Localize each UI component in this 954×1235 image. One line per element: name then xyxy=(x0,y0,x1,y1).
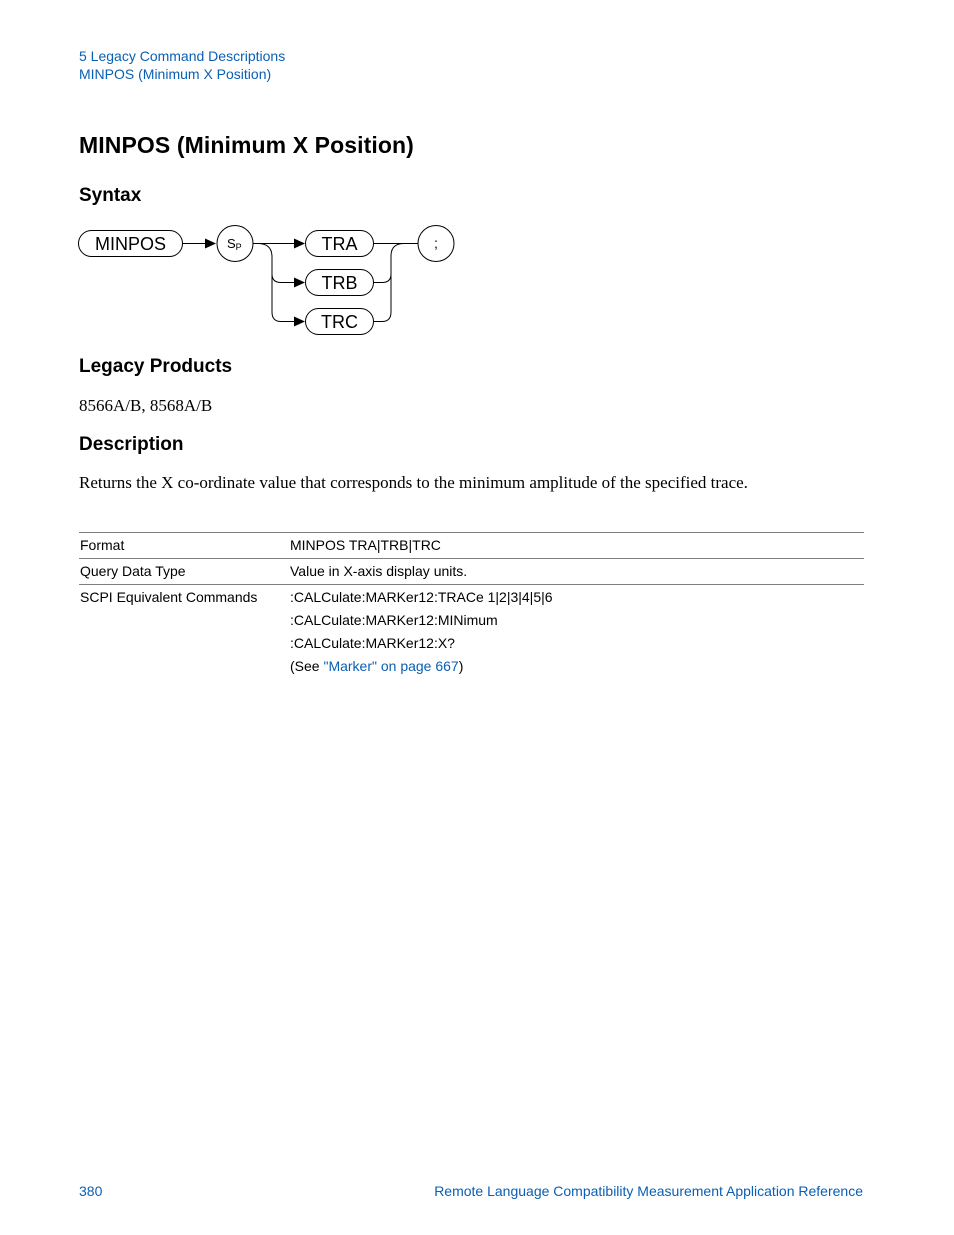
option-label-trb: TRB xyxy=(321,273,358,293)
terminator-label: ; xyxy=(434,235,438,251)
table-value xyxy=(289,585,864,687)
option-label-trc: TRC xyxy=(321,312,358,332)
option-label-tra: TRA xyxy=(321,234,358,254)
table-key: Format xyxy=(80,537,125,553)
see-prefix: (See xyxy=(290,658,324,674)
scpi-command: :CALCulate:MARKer12:MINimum xyxy=(290,612,498,628)
table-value: Value in X-axis display units. xyxy=(289,559,864,585)
running-header xyxy=(79,47,285,83)
scpi-command: :CALCulate:MARKer12:X? xyxy=(290,635,455,651)
table-key: SCPI Equivalent Commands xyxy=(80,589,258,605)
table-row xyxy=(79,585,864,687)
see-suffix: ) xyxy=(458,658,464,674)
header-section: MINPOS (Minimum X Position) xyxy=(79,66,272,82)
table-key: Query Data Type xyxy=(79,559,289,585)
arrow-icon xyxy=(294,317,305,327)
legacy-products-text: 8566A/B, 8568A/B xyxy=(79,396,213,415)
page-title: MINPOS (Minimum X Position) xyxy=(79,132,414,158)
see-reference xyxy=(290,658,864,681)
arrow-icon xyxy=(294,239,305,249)
description-text: Returns the X co-ordinate value that corresponds to the minimum amplitude of the specified trace. xyxy=(79,473,748,492)
arrow-icon xyxy=(294,278,305,288)
header-chapter: 5 Legacy Command Descriptions xyxy=(79,48,286,64)
sp-label: SP xyxy=(227,236,242,252)
table-row xyxy=(79,533,864,559)
scpi-command: :CALCulate:MARKer12:TRACe 1|2|3|4|5|6 xyxy=(290,589,553,605)
table-value: MINPOS TRA|TRB|TRC xyxy=(290,537,441,553)
footer-doc-title: Remote Language Compatibility Measurement Application Reference xyxy=(434,1183,863,1199)
arrow-icon xyxy=(205,239,216,249)
merge-path xyxy=(374,274,392,283)
table-row xyxy=(79,559,864,585)
legacy-products-heading: Legacy Products xyxy=(79,356,233,377)
marker-page-link[interactable]: "Marker" on page 667 xyxy=(323,658,459,674)
syntax-heading: Syntax xyxy=(79,185,142,206)
description-heading: Description xyxy=(79,434,184,455)
syntax-diagram xyxy=(74,222,464,342)
command-info-table xyxy=(79,532,864,686)
command-label: MINPOS xyxy=(94,234,167,254)
page-number: 380 xyxy=(79,1183,103,1199)
